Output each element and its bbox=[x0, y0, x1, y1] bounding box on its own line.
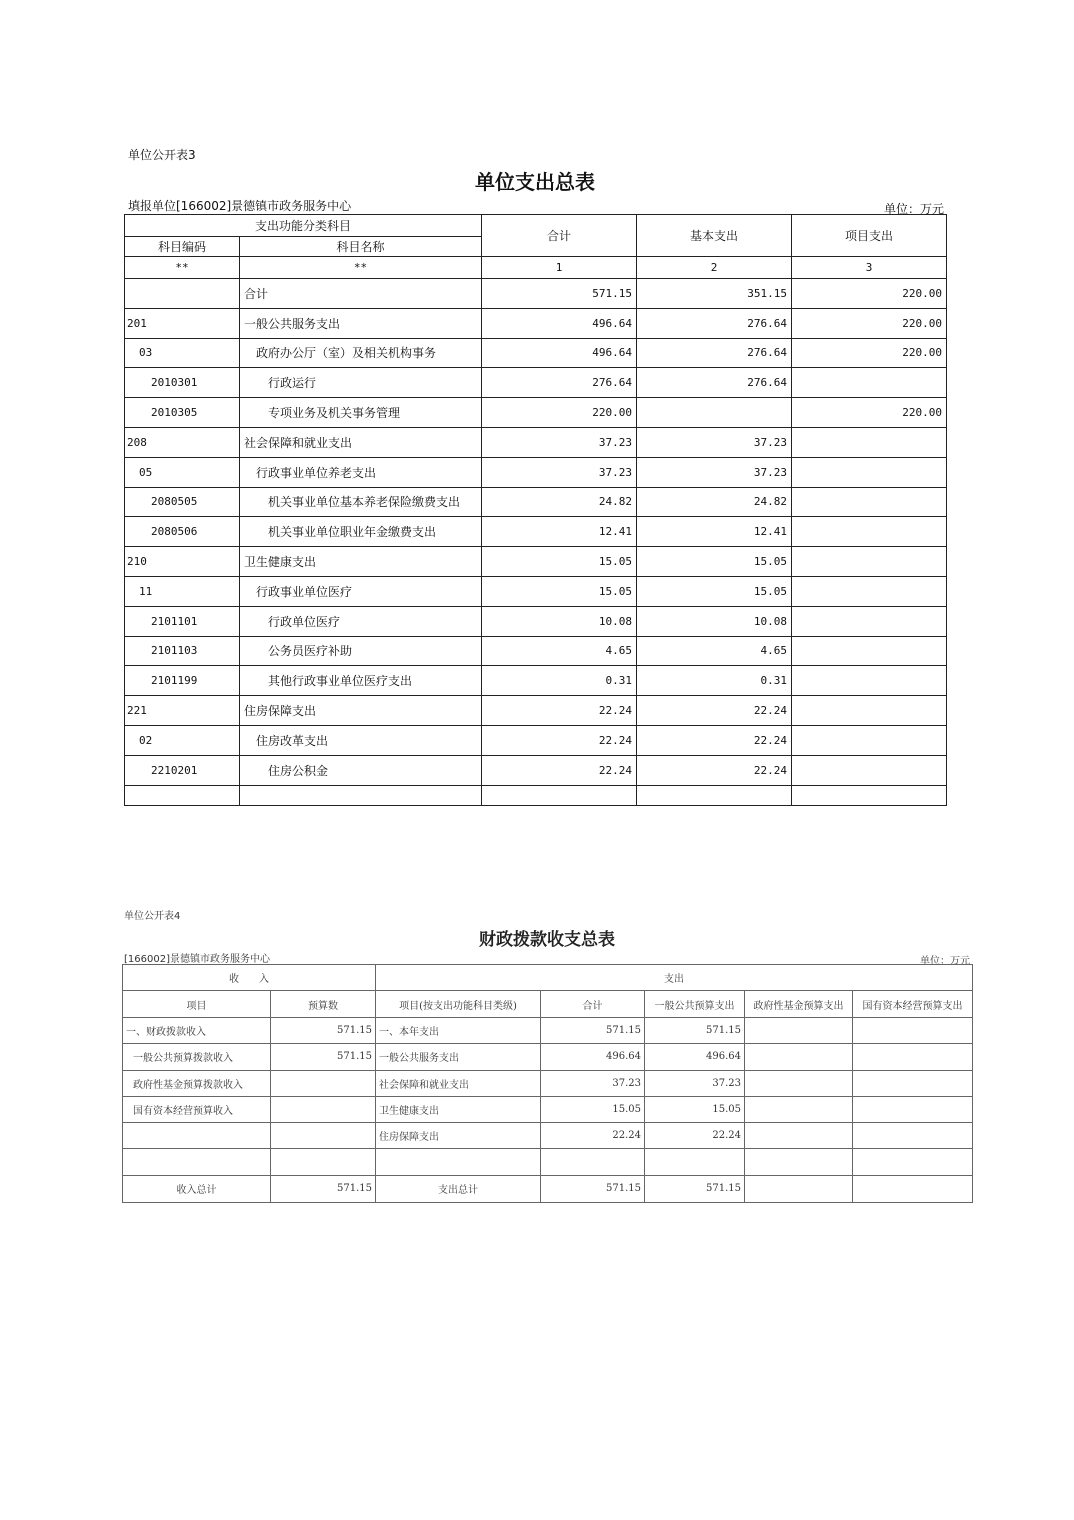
project-cell bbox=[792, 636, 947, 666]
total-cell: 496.64 bbox=[541, 1044, 645, 1070]
name-cell: 机关事业单位基本养老保险缴费支出 bbox=[240, 487, 482, 517]
name-cell: 住房改革支出 bbox=[240, 725, 482, 755]
table-row bbox=[125, 636, 947, 666]
basic-cell: 0.31 bbox=[637, 666, 792, 696]
income-value-cell bbox=[271, 1070, 376, 1096]
code-cell: 208 bbox=[125, 427, 240, 457]
name-cell bbox=[240, 785, 482, 805]
total-cell: 10.08 bbox=[482, 606, 637, 636]
total-cell: 37.23 bbox=[541, 1070, 645, 1096]
header-income: 收 入 bbox=[123, 965, 376, 991]
name-cell: 住房公积金 bbox=[240, 755, 482, 785]
general-cell: 571.15 bbox=[645, 1018, 745, 1044]
name-cell: 政府办公厅（室）及相关机构事务 bbox=[240, 338, 482, 368]
expense-item-cell: 住房保障支出 bbox=[376, 1123, 541, 1149]
code-cell: 201 bbox=[125, 308, 240, 338]
gov-fund-cell bbox=[745, 1070, 853, 1096]
basic-cell: 276.64 bbox=[637, 308, 792, 338]
total-cell: 571.15 bbox=[541, 1018, 645, 1044]
project-cell bbox=[792, 785, 947, 805]
code-cell bbox=[125, 785, 240, 805]
total-cell: 37.23 bbox=[482, 427, 637, 457]
state-capital-cell bbox=[853, 1096, 973, 1122]
footer-expense-label: 支出总计 bbox=[376, 1175, 541, 1202]
basic-cell: 22.24 bbox=[637, 725, 792, 755]
basic-cell: 37.23 bbox=[637, 427, 792, 457]
table-row bbox=[125, 547, 947, 577]
expense-item-cell: 一般公共服务支出 bbox=[376, 1044, 541, 1070]
general-cell: 15.05 bbox=[645, 1096, 745, 1122]
code-cell: 03 bbox=[125, 338, 240, 368]
code-cell: 05 bbox=[125, 457, 240, 487]
general-cell bbox=[645, 1149, 745, 1175]
footer-total: 571.15 bbox=[541, 1175, 645, 1202]
header-total: 合计 bbox=[482, 215, 637, 257]
gov-fund-cell bbox=[745, 1149, 853, 1175]
table-row bbox=[123, 1123, 973, 1149]
table-row bbox=[125, 696, 947, 726]
header-gov-fund: 政府性基金预算支出 bbox=[745, 991, 853, 1018]
table4-org: [166002]景德镇市政务服务中心 bbox=[124, 954, 270, 965]
header-project: 项目支出 bbox=[792, 215, 947, 257]
total-cell: 496.64 bbox=[482, 308, 637, 338]
footer-gov-fund bbox=[745, 1175, 853, 1202]
header-item: 项目 bbox=[123, 991, 271, 1018]
total-cell: 22.24 bbox=[482, 755, 637, 785]
gov-fund-cell bbox=[745, 1096, 853, 1122]
code-cell: 210 bbox=[125, 547, 240, 577]
table4-title: 财政拨款收支总表 bbox=[479, 930, 615, 950]
state-capital-cell bbox=[853, 1018, 973, 1044]
basic-cell: 22.24 bbox=[637, 696, 792, 726]
total-cell: 22.24 bbox=[482, 696, 637, 726]
total-cell: 12.41 bbox=[482, 517, 637, 547]
basic-cell: 276.64 bbox=[637, 368, 792, 398]
header-basic: 基本支出 bbox=[637, 215, 792, 257]
code-cell: 2101101 bbox=[125, 606, 240, 636]
project-cell bbox=[792, 457, 947, 487]
expenditure-summary-table bbox=[124, 214, 947, 806]
state-capital-cell bbox=[853, 1123, 973, 1149]
income-value-cell bbox=[271, 1149, 376, 1175]
table3-title: 单位支出总表 bbox=[475, 170, 595, 194]
footer-income-value: 571.15 bbox=[271, 1175, 376, 1202]
table-row bbox=[123, 1018, 973, 1044]
table-row bbox=[125, 666, 947, 696]
index-cell: 3 bbox=[792, 257, 947, 279]
code-cell: 2101199 bbox=[125, 666, 240, 696]
project-cell: 220.00 bbox=[792, 279, 947, 309]
table-footer-row bbox=[123, 1175, 973, 1202]
header-name: 科目名称 bbox=[240, 237, 482, 257]
total-cell: 4.65 bbox=[482, 636, 637, 666]
table-row bbox=[125, 427, 947, 457]
name-cell: 公务员医疗补助 bbox=[240, 636, 482, 666]
total-cell: 220.00 bbox=[482, 398, 637, 428]
expense-item-cell: 一、本年支出 bbox=[376, 1018, 541, 1044]
name-cell: 社会保障和就业支出 bbox=[240, 427, 482, 457]
total-cell: 15.05 bbox=[482, 576, 637, 606]
basic-cell: 24.82 bbox=[637, 487, 792, 517]
header-state-capital: 国有资本经营预算支出 bbox=[853, 991, 973, 1018]
basic-cell: 276.64 bbox=[637, 338, 792, 368]
table-row bbox=[123, 1096, 973, 1122]
project-cell bbox=[792, 696, 947, 726]
income-item-cell: 政府性基金预算拨款收入 bbox=[123, 1070, 271, 1096]
table-row bbox=[125, 368, 947, 398]
basic-cell bbox=[637, 398, 792, 428]
basic-cell: 15.05 bbox=[637, 547, 792, 577]
income-value-cell bbox=[271, 1096, 376, 1122]
name-cell: 行政事业单位养老支出 bbox=[240, 457, 482, 487]
basic-cell: 4.65 bbox=[637, 636, 792, 666]
name-cell: 一般公共服务支出 bbox=[240, 308, 482, 338]
total-cell bbox=[482, 785, 637, 805]
footer-income-label: 收入总计 bbox=[123, 1175, 271, 1202]
income-item-cell bbox=[123, 1149, 271, 1175]
index-cell: 2 bbox=[637, 257, 792, 279]
table-row bbox=[125, 308, 947, 338]
income-value-cell: 571.15 bbox=[271, 1018, 376, 1044]
income-item-cell bbox=[123, 1123, 271, 1149]
total-cell: 15.05 bbox=[482, 547, 637, 577]
project-cell bbox=[792, 368, 947, 398]
total-cell: 37.23 bbox=[482, 457, 637, 487]
index-cell: ** bbox=[125, 257, 240, 279]
table3-label: 单位公开表3 bbox=[128, 148, 196, 162]
name-cell: 行政事业单位医疗 bbox=[240, 576, 482, 606]
table-row bbox=[125, 576, 947, 606]
state-capital-cell bbox=[853, 1044, 973, 1070]
state-capital-cell bbox=[853, 1070, 973, 1096]
table-row bbox=[125, 725, 947, 755]
basic-cell: 351.15 bbox=[637, 279, 792, 309]
header-general: 一般公共预算支出 bbox=[645, 991, 745, 1018]
header-expense: 支出 bbox=[376, 965, 973, 991]
code-cell: 2210201 bbox=[125, 755, 240, 785]
code-cell: 2080506 bbox=[125, 517, 240, 547]
code-cell: 11 bbox=[125, 576, 240, 606]
project-cell bbox=[792, 487, 947, 517]
footer-state-capital bbox=[853, 1175, 973, 1202]
project-cell bbox=[792, 547, 947, 577]
name-cell: 专项业务及机关事务管理 bbox=[240, 398, 482, 428]
code-cell: 02 bbox=[125, 725, 240, 755]
project-cell bbox=[792, 755, 947, 785]
table-row bbox=[123, 1044, 973, 1070]
name-cell: 机关事业单位职业年金缴费支出 bbox=[240, 517, 482, 547]
income-item-cell: 一、财政拨款收入 bbox=[123, 1018, 271, 1044]
index-cell: ** bbox=[240, 257, 482, 279]
code-cell: 2010301 bbox=[125, 368, 240, 398]
name-cell: 行政运行 bbox=[240, 368, 482, 398]
table-row bbox=[125, 457, 947, 487]
table-row bbox=[125, 487, 947, 517]
header-total: 合计 bbox=[541, 991, 645, 1018]
expense-item-cell: 社会保障和就业支出 bbox=[376, 1070, 541, 1096]
general-cell: 22.24 bbox=[645, 1123, 745, 1149]
basic-cell: 37.23 bbox=[637, 457, 792, 487]
name-cell: 卫生健康支出 bbox=[240, 547, 482, 577]
basic-cell: 22.24 bbox=[637, 755, 792, 785]
table-row bbox=[125, 279, 947, 309]
basic-cell bbox=[637, 785, 792, 805]
table3-unit: 单位：万元 bbox=[883, 202, 944, 216]
state-capital-cell bbox=[853, 1149, 973, 1175]
fiscal-appropriation-table bbox=[122, 964, 973, 1203]
table4-unit: 单位：万元 bbox=[920, 956, 970, 967]
table-row bbox=[125, 338, 947, 368]
table4-label: 单位公开表4 bbox=[124, 911, 181, 922]
table-row bbox=[125, 755, 947, 785]
total-cell: 496.64 bbox=[482, 338, 637, 368]
table-row bbox=[125, 785, 947, 805]
project-cell bbox=[792, 725, 947, 755]
table-row bbox=[125, 606, 947, 636]
expense-item-cell: 卫生健康支出 bbox=[376, 1096, 541, 1122]
table3-org: 填报单位[166002]景德镇市政务服务中心 bbox=[128, 199, 352, 213]
project-cell bbox=[792, 427, 947, 457]
name-cell: 合计 bbox=[240, 279, 482, 309]
project-cell: 220.00 bbox=[792, 308, 947, 338]
project-cell: 220.00 bbox=[792, 398, 947, 428]
name-cell: 其他行政事业单位医疗支出 bbox=[240, 666, 482, 696]
project-cell bbox=[792, 517, 947, 547]
project-cell bbox=[792, 666, 947, 696]
code-cell bbox=[125, 279, 240, 309]
basic-cell: 12.41 bbox=[637, 517, 792, 547]
total-cell: 0.31 bbox=[482, 666, 637, 696]
header-function-group: 支出功能分类科目 bbox=[125, 215, 482, 237]
code-cell: 2101103 bbox=[125, 636, 240, 666]
income-item-cell: 国有资本经营预算收入 bbox=[123, 1096, 271, 1122]
total-cell: 24.82 bbox=[482, 487, 637, 517]
header-exp-item: 项目(按支出功能科目类级) bbox=[376, 991, 541, 1018]
table-row bbox=[123, 1149, 973, 1175]
project-cell bbox=[792, 576, 947, 606]
gov-fund-cell bbox=[745, 1123, 853, 1149]
total-cell: 22.24 bbox=[482, 725, 637, 755]
project-cell bbox=[792, 606, 947, 636]
income-value-cell bbox=[271, 1123, 376, 1149]
gov-fund-cell bbox=[745, 1044, 853, 1070]
general-cell: 37.23 bbox=[645, 1070, 745, 1096]
income-value-cell: 571.15 bbox=[271, 1044, 376, 1070]
table-row bbox=[125, 517, 947, 547]
expense-item-cell bbox=[376, 1149, 541, 1175]
basic-cell: 15.05 bbox=[637, 576, 792, 606]
general-cell: 496.64 bbox=[645, 1044, 745, 1070]
basic-cell: 10.08 bbox=[637, 606, 792, 636]
footer-general: 571.15 bbox=[645, 1175, 745, 1202]
code-cell: 2080505 bbox=[125, 487, 240, 517]
name-cell: 住房保障支出 bbox=[240, 696, 482, 726]
index-cell: 1 bbox=[482, 257, 637, 279]
code-cell: 221 bbox=[125, 696, 240, 726]
header-code: 科目编码 bbox=[125, 237, 240, 257]
total-cell: 22.24 bbox=[541, 1123, 645, 1149]
index-row bbox=[125, 257, 947, 279]
project-cell: 220.00 bbox=[792, 338, 947, 368]
total-cell: 15.05 bbox=[541, 1096, 645, 1122]
total-cell bbox=[541, 1149, 645, 1175]
name-cell: 行政单位医疗 bbox=[240, 606, 482, 636]
income-item-cell: 一般公共预算拨款收入 bbox=[123, 1044, 271, 1070]
gov-fund-cell bbox=[745, 1018, 853, 1044]
table-row bbox=[123, 1070, 973, 1096]
table-row bbox=[125, 398, 947, 428]
total-cell: 571.15 bbox=[482, 279, 637, 309]
code-cell: 2010305 bbox=[125, 398, 240, 428]
header-budget: 预算数 bbox=[271, 991, 376, 1018]
total-cell: 276.64 bbox=[482, 368, 637, 398]
